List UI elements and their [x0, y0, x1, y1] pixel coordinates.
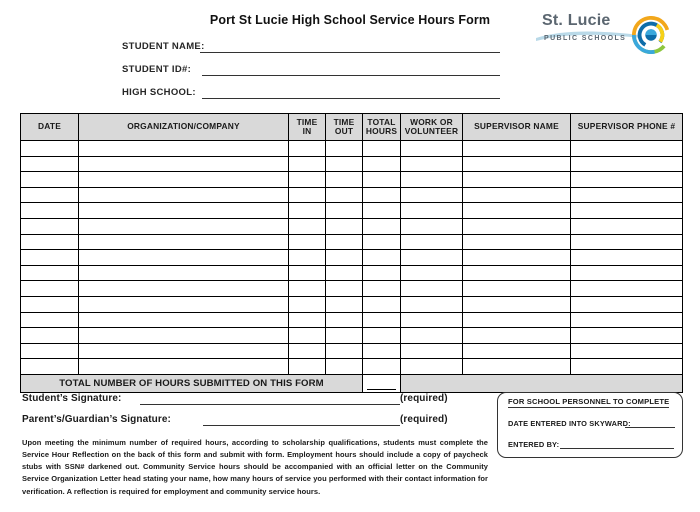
date-entered-skyward-input[interactable]	[625, 427, 675, 428]
table-cell[interactable]	[571, 343, 683, 359]
table-cell[interactable]	[79, 141, 289, 157]
table-cell[interactable]	[401, 296, 463, 312]
table-cell[interactable]	[326, 296, 363, 312]
high-school-input[interactable]	[202, 98, 500, 99]
entered-by-label-wrap	[508, 440, 559, 449]
table-cell[interactable]	[401, 359, 463, 375]
student-name-input[interactable]	[200, 52, 500, 53]
table-cell[interactable]	[21, 156, 79, 172]
table-cell[interactable]	[21, 359, 79, 375]
table-cell[interactable]	[571, 265, 683, 281]
table-cell[interactable]	[463, 141, 571, 157]
table-cell[interactable]	[79, 281, 289, 297]
table-body	[21, 141, 683, 375]
entered-by-label: ENTERED BY:	[508, 440, 560, 449]
table-cell[interactable]	[21, 250, 79, 266]
page-title: Port St Lucie High School Service Hours Form	[209, 13, 491, 27]
table-cell[interactable]	[289, 328, 326, 344]
table-row	[21, 156, 683, 172]
table-cell[interactable]	[363, 187, 401, 203]
high-school-field-row	[122, 87, 196, 103]
column-header-work-or-volunteer-line1: WORK OR	[410, 116, 453, 127]
table-cell[interactable]	[571, 172, 683, 188]
student-name-field-row	[122, 41, 205, 57]
logo-tagline: PUBLIC SCHOOLS	[544, 35, 627, 42]
instructions-paragraph: Upon meeting the minimum number of required hours, according to scholarship qualifications, students must complete the Service Hour Reflection on the back of this form and submit with form. Employment hours should include a copy of paycheck stubs with SSN# darkened out. Community Service hours should be accompanied with an official letter on the Community Service Organization Letter head stating your name, how many hours of service you performed with their contact information for verification. A reflection is required for employment and community service hours.	[22, 438, 488, 496]
table-cell[interactable]	[289, 343, 326, 359]
table-cell[interactable]	[289, 281, 326, 297]
column-header-date-line1: DATE	[38, 121, 61, 132]
table-cell[interactable]	[326, 250, 363, 266]
table-cell[interactable]	[79, 359, 289, 375]
student-id-field-row	[122, 64, 191, 80]
student-name-label: STUDENT NAME:	[122, 41, 205, 52]
column-header-total-hours	[363, 114, 401, 141]
table-cell[interactable]	[571, 141, 683, 157]
column-header-time-in	[289, 114, 326, 141]
table-row	[21, 328, 683, 344]
table-row	[21, 296, 683, 312]
column-header-time-in-line2: IN	[302, 126, 312, 136]
table-cell[interactable]	[463, 296, 571, 312]
table-cell[interactable]	[289, 218, 326, 234]
table-cell[interactable]	[363, 172, 401, 188]
student-id-input[interactable]	[202, 75, 500, 76]
column-header-supervisor-name-line1: SUPERVISOR NAME	[474, 121, 559, 132]
table-cell[interactable]	[401, 218, 463, 234]
total-row-filler	[401, 374, 683, 392]
table-cell[interactable]	[463, 172, 571, 188]
table-cell[interactable]	[571, 296, 683, 312]
column-header-supervisor-phone-line1: SUPERVISOR PHONE #	[577, 121, 676, 132]
parent-signature-input[interactable]	[203, 425, 400, 426]
table-row	[21, 312, 683, 328]
table-row	[21, 359, 683, 375]
spiral-ring-icon	[632, 16, 670, 54]
date-entered-skyward-label-wrap	[508, 419, 631, 428]
table-cell[interactable]	[463, 359, 571, 375]
table-cell[interactable]	[326, 265, 363, 281]
student-signature-label: Student’s Signature:	[22, 393, 122, 404]
table-cell[interactable]	[463, 265, 571, 281]
parent-signature-row	[22, 414, 171, 425]
table-row	[21, 265, 683, 281]
student-id-label: STUDENT ID#:	[122, 64, 192, 75]
total-hours-underline	[367, 389, 396, 390]
table-cell[interactable]	[21, 296, 79, 312]
table-cell[interactable]	[571, 359, 683, 375]
table-cell[interactable]	[326, 328, 363, 344]
table-cell[interactable]	[463, 312, 571, 328]
table-cell[interactable]	[326, 234, 363, 250]
table-cell[interactable]	[363, 359, 401, 375]
table-cell[interactable]	[326, 141, 363, 157]
table-cell[interactable]	[571, 156, 683, 172]
column-header-supervisor-phone	[571, 114, 683, 141]
parent-signature-label: Parent’s/Guardian’s Signature:	[22, 414, 171, 425]
student-signature-required-note: (required)	[400, 393, 448, 404]
column-header-time-in-line1: TIME	[296, 116, 318, 127]
table-cell[interactable]	[401, 187, 463, 203]
column-header-total-hours-line2: HOURS	[365, 126, 398, 136]
table-cell[interactable]	[21, 203, 79, 219]
table-cell[interactable]	[401, 172, 463, 188]
table-cell[interactable]	[463, 234, 571, 250]
table-cell[interactable]	[289, 172, 326, 188]
table-cell[interactable]	[363, 312, 401, 328]
table-cell[interactable]	[79, 265, 289, 281]
table-cell[interactable]	[79, 296, 289, 312]
table-cell[interactable]	[401, 265, 463, 281]
column-header-organization-line1: ORGANIZATION/COMPANY	[127, 121, 240, 132]
table-cell[interactable]	[363, 141, 401, 157]
table-cell[interactable]	[401, 312, 463, 328]
table-cell[interactable]	[571, 281, 683, 297]
table-cell[interactable]	[79, 172, 289, 188]
table-header-row	[21, 114, 683, 141]
table-cell[interactable]	[79, 343, 289, 359]
table-row	[21, 343, 683, 359]
date-entered-skyward-label: DATE ENTERED INTO SKYWARD:	[508, 419, 631, 428]
table-cell[interactable]	[326, 343, 363, 359]
table-cell[interactable]	[401, 234, 463, 250]
table-cell[interactable]	[571, 218, 683, 234]
column-header-work-or-volunteer-line2: VOLUNTEER	[404, 126, 459, 136]
table-cell[interactable]	[289, 359, 326, 375]
student-signature-row	[22, 393, 121, 404]
table-cell[interactable]	[79, 156, 289, 172]
table-cell[interactable]	[289, 312, 326, 328]
table-cell[interactable]	[289, 187, 326, 203]
st-lucie-public-schools-logo	[536, 12, 686, 56]
table-cell[interactable]	[571, 187, 683, 203]
table-cell[interactable]	[326, 359, 363, 375]
table-cell[interactable]	[79, 312, 289, 328]
table-cell[interactable]	[21, 312, 79, 328]
table-cell[interactable]	[363, 281, 401, 297]
total-hours-label: TOTAL NUMBER OF HOURS SUBMITTED ON THIS FORM	[21, 374, 363, 392]
table-cell[interactable]	[79, 250, 289, 266]
table-cell[interactable]	[21, 328, 79, 344]
table-cell[interactable]	[463, 156, 571, 172]
table-row	[21, 250, 683, 266]
table-row	[21, 203, 683, 219]
total-hours-value-cell[interactable]	[363, 374, 401, 392]
table-cell[interactable]	[363, 234, 401, 250]
table-cell[interactable]	[571, 250, 683, 266]
column-header-supervisor-name	[463, 114, 571, 141]
table-cell[interactable]	[326, 281, 363, 297]
column-header-date	[21, 114, 79, 141]
table-cell[interactable]	[463, 343, 571, 359]
table-cell[interactable]	[401, 141, 463, 157]
table-cell[interactable]	[463, 281, 571, 297]
table-cell[interactable]	[21, 265, 79, 281]
table-cell[interactable]	[326, 203, 363, 219]
table-row	[21, 187, 683, 203]
column-header-organization	[79, 114, 289, 141]
table-cell[interactable]	[21, 218, 79, 234]
table-cell[interactable]	[401, 250, 463, 266]
table-cell[interactable]	[289, 141, 326, 157]
high-school-label: HIGH SCHOOL:	[122, 87, 196, 98]
table-cell[interactable]	[401, 343, 463, 359]
table-cell[interactable]	[326, 218, 363, 234]
table-cell[interactable]	[79, 187, 289, 203]
table-cell[interactable]	[289, 234, 326, 250]
table-cell[interactable]	[363, 156, 401, 172]
parent-signature-required-note-wrap	[400, 414, 448, 425]
column-header-time-out-line2: OUT	[334, 126, 354, 136]
table-cell[interactable]	[401, 328, 463, 344]
table-cell[interactable]	[326, 187, 363, 203]
school-personnel-box	[497, 392, 683, 458]
table-cell[interactable]	[21, 141, 79, 157]
table-cell[interactable]	[289, 296, 326, 312]
entered-by-input[interactable]	[560, 448, 674, 449]
parent-signature-required-note: (required)	[400, 414, 448, 425]
table-cell[interactable]	[571, 234, 683, 250]
table-cell[interactable]	[289, 250, 326, 266]
table-cell[interactable]	[463, 187, 571, 203]
table-cell[interactable]	[289, 265, 326, 281]
table-cell[interactable]	[363, 250, 401, 266]
school-personnel-title: FOR SCHOOL PERSONNEL TO COMPLETE	[508, 397, 670, 406]
table-cell[interactable]	[463, 328, 571, 344]
service-hours-table	[20, 113, 683, 393]
table-cell[interactable]	[363, 265, 401, 281]
student-signature-input[interactable]	[140, 404, 400, 405]
table-cell[interactable]	[21, 172, 79, 188]
column-header-work-or-volunteer	[401, 114, 463, 141]
table-cell[interactable]	[79, 328, 289, 344]
column-header-total-hours-line1: TOTAL	[367, 116, 396, 127]
table-cell[interactable]	[401, 203, 463, 219]
table-cell[interactable]	[21, 234, 79, 250]
table-cell[interactable]	[463, 218, 571, 234]
table-cell[interactable]	[463, 203, 571, 219]
table-cell[interactable]	[21, 281, 79, 297]
table-cell[interactable]	[363, 328, 401, 344]
table-row	[21, 218, 683, 234]
table-cell[interactable]	[21, 343, 79, 359]
table-total-row	[21, 374, 683, 392]
column-header-time-out-line1: TIME	[333, 116, 355, 127]
table-cell[interactable]	[571, 328, 683, 344]
table-cell[interactable]	[363, 343, 401, 359]
student-signature-required-note-wrap	[400, 393, 448, 404]
table-cell[interactable]	[21, 187, 79, 203]
table-cell[interactable]	[363, 203, 401, 219]
table-cell[interactable]	[79, 234, 289, 250]
table-row	[21, 141, 683, 157]
table-row	[21, 234, 683, 250]
table-cell[interactable]	[401, 156, 463, 172]
table-cell[interactable]	[289, 203, 326, 219]
table-row	[21, 281, 683, 297]
table-row	[21, 172, 683, 188]
table-cell[interactable]	[401, 281, 463, 297]
table-cell[interactable]	[326, 172, 363, 188]
table-cell[interactable]	[289, 156, 326, 172]
table-cell[interactable]	[79, 218, 289, 234]
table-cell[interactable]	[463, 250, 571, 266]
table-cell[interactable]	[326, 312, 363, 328]
logo-wordmark: St. Lucie	[542, 12, 611, 29]
column-header-time-out	[326, 114, 363, 141]
table-cell[interactable]	[571, 312, 683, 328]
table-cell[interactable]	[363, 296, 401, 312]
table-cell[interactable]	[571, 203, 683, 219]
table-cell[interactable]	[363, 218, 401, 234]
table-cell[interactable]	[326, 156, 363, 172]
table-cell[interactable]	[79, 203, 289, 219]
